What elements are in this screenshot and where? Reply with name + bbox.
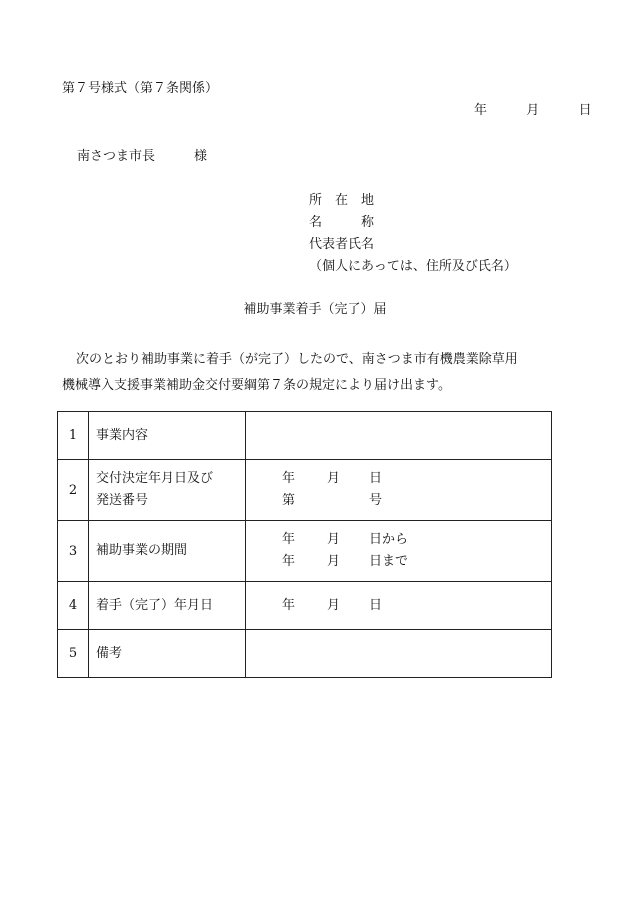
decision-month: 月 bbox=[327, 471, 341, 486]
row-number: 3 bbox=[58, 521, 89, 582]
dispatch-number-prefix: 第 bbox=[282, 493, 296, 508]
row-label-start-completion-date: 着手（完了）年月日 bbox=[89, 582, 246, 630]
table-row bbox=[58, 582, 552, 630]
row-number: 4 bbox=[58, 582, 89, 630]
table-row bbox=[58, 460, 552, 521]
row-label-remarks: 備考 bbox=[89, 630, 246, 678]
date-day: 日 bbox=[578, 103, 592, 118]
body-text bbox=[62, 347, 582, 399]
individual-note: （個人にあっては、住所及び氏名） bbox=[309, 259, 517, 274]
dispatch-number-suffix: 号 bbox=[369, 493, 383, 508]
table-row bbox=[58, 630, 552, 678]
date-year: 年 bbox=[474, 103, 488, 118]
row-number: 5 bbox=[58, 630, 89, 678]
period-end-month: 月 bbox=[327, 554, 341, 569]
value-remarks bbox=[246, 630, 552, 678]
info-table bbox=[57, 411, 552, 678]
body-line-2: 機械導入支援事業補助金交付要綱第７条の規定により届け出ます。 bbox=[62, 378, 451, 393]
period-end-year: 年 bbox=[282, 554, 296, 569]
row-number: 2 bbox=[58, 460, 89, 521]
value-start-completion-date bbox=[246, 582, 552, 630]
date-month: 月 bbox=[526, 103, 540, 118]
table-row bbox=[58, 412, 552, 460]
row-number: 1 bbox=[58, 412, 89, 460]
table-row bbox=[58, 521, 552, 582]
row-label-project-period: 補助事業の期間 bbox=[89, 521, 246, 582]
document-title: 補助事業着手（完了）届 bbox=[243, 302, 387, 317]
address-label: 所 在 地 bbox=[309, 193, 375, 208]
period-start-day: 日から bbox=[369, 532, 409, 547]
value-decision-date bbox=[246, 460, 552, 521]
row-label-project-content: 事業内容 bbox=[89, 412, 246, 460]
decision-year: 年 bbox=[282, 471, 296, 486]
period-end-day: 日まで bbox=[369, 554, 409, 569]
start-day: 日 bbox=[369, 597, 383, 613]
period-start-year: 年 bbox=[282, 532, 296, 547]
start-month: 月 bbox=[327, 597, 341, 613]
value-project-content bbox=[246, 412, 552, 460]
row-label-line-1: 交付決定年月日及び bbox=[96, 471, 214, 486]
submission-date bbox=[474, 104, 592, 117]
row-label-line-2: 発送番号 bbox=[96, 493, 149, 508]
row-label-decision-date bbox=[89, 460, 246, 521]
value-project-period bbox=[246, 521, 552, 582]
form-number-label: 第７号様式（第７条関係） bbox=[62, 81, 219, 96]
name-label: 名 称 bbox=[309, 215, 375, 230]
start-year: 年 bbox=[282, 597, 296, 613]
addressee: 南さつま市長 様 bbox=[77, 149, 208, 164]
representative-label: 代表者氏名 bbox=[309, 237, 375, 252]
decision-day: 日 bbox=[369, 471, 383, 486]
body-line-1: 次のとおり補助事業に着手（が完了）したので、南さつま市有機農業除草用 bbox=[76, 352, 518, 367]
period-start-month: 月 bbox=[327, 532, 341, 547]
